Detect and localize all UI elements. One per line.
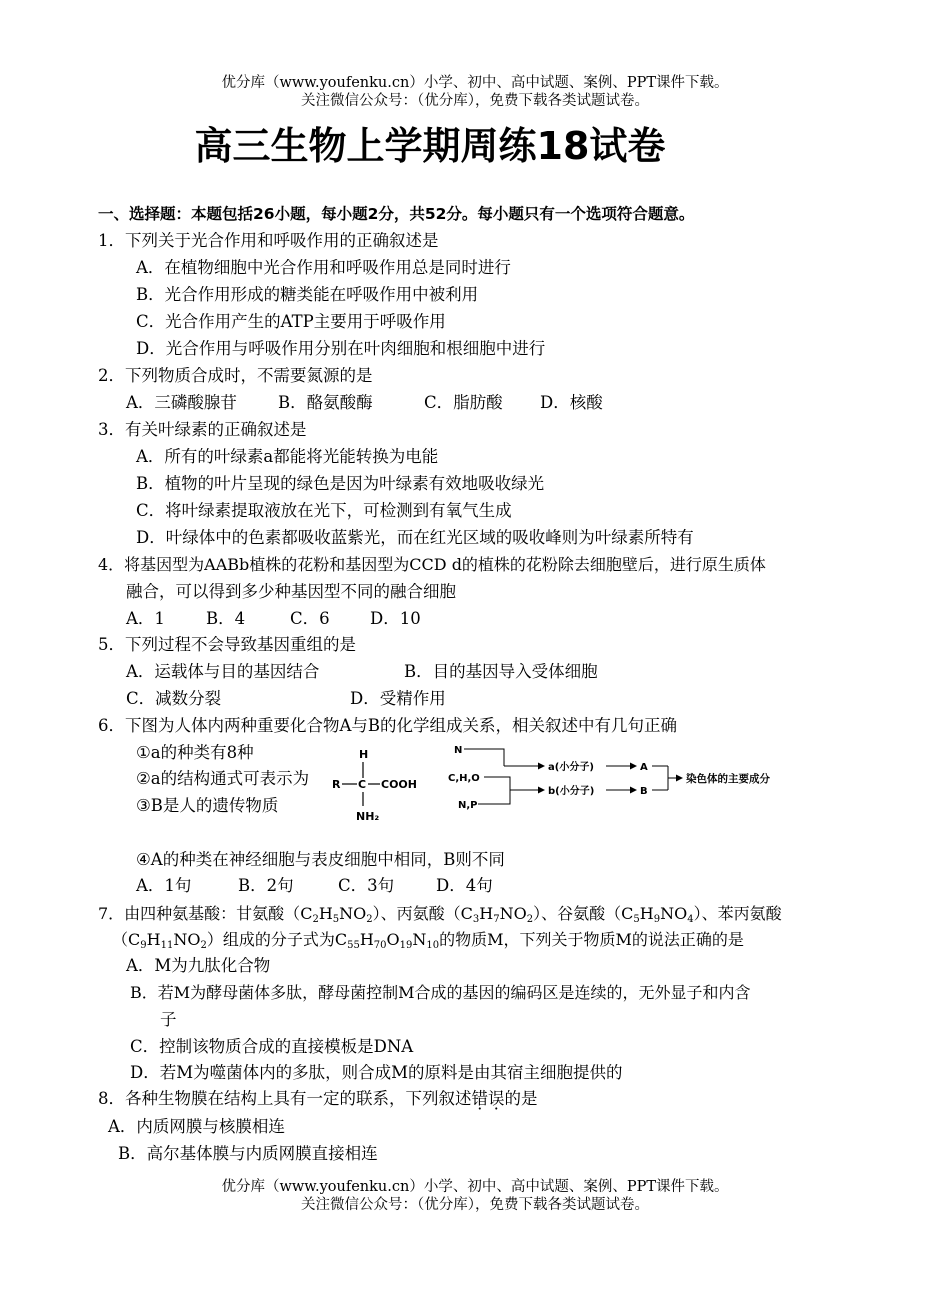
diagram-n: N [454, 745, 463, 756]
q8-stem: 8．各种生物膜在结构上具有一定的联系，下列叙述错误的是 [98, 1089, 538, 1108]
emphasis-char-1: 错 [471, 1089, 488, 1108]
formula-cooh: COOH [381, 778, 417, 791]
formula-alanine: $C_3H_7NO_2$ [460, 904, 534, 925]
q6-option-c: C．3句 [338, 876, 395, 895]
q2-option-b: B．酪氨酸酶 [278, 393, 373, 412]
q7-stem-line-2: $(C_9H_{11}NO_2)$组成的分子式为$C_{55}H_{70}O_{19}N_{10}$的物质M，下列关于物质M的说法正确的是 [112, 930, 744, 951]
q5-option-a: A．运载体与目的基因结合 [126, 662, 320, 681]
q3-option-a: A．所有的叶绿素a都能将光能转换为电能 [136, 447, 439, 466]
q5-option-c: C．减数分裂 [126, 689, 222, 708]
diagram-A: A [640, 762, 648, 773]
diagram-np: N,P [458, 800, 478, 811]
header-line-2: 关注微信公众号：（优分库），免费下载各类试题试卷。 [301, 93, 649, 109]
page-title: 高三生物上学期周练18试卷 [194, 124, 666, 168]
formula-substance-m: $C_{55}H_{70}O_{19}N_{10}$ [334, 930, 440, 951]
q6-option-d: D．4句 [436, 876, 493, 895]
q8-option-a: A．内质网膜与核膜相连 [108, 1117, 285, 1136]
formula-r: R [332, 778, 341, 791]
q6-statement-4: ④A的种类在神经细胞与表皮细胞中相同，B则不同 [136, 850, 505, 869]
q3-stem: 3．有关叶绿素的正确叙述是 [98, 420, 307, 439]
q5-stem: 5．下列过程不会导致基因重组的是 [98, 635, 356, 654]
q5-option-d: D．受精作用 [350, 689, 446, 708]
q1-option-d: D．光合作用与呼吸作用分别在叶肉细胞和根细胞中进行 [136, 339, 546, 358]
formula-c: C [358, 778, 367, 791]
q6-option-a: A．1句 [136, 876, 192, 895]
footer-line-2: 关注微信公众号：（优分库），免费下载各类试题试卷。 [301, 1197, 649, 1213]
q6-statement-3: ③B是人的遗传物质 [136, 796, 279, 815]
emphasis-char-2: 误 [488, 1089, 505, 1108]
formula-phenylalanine: $C_9H_{11}NO_2$ [128, 930, 207, 951]
footer-line-1: 优分库（www.youfenku.cn）小学、初中、高中试题、案例、PPT课件下载。 [221, 1179, 729, 1195]
q2-option-c: C．脂肪酸 [424, 393, 503, 412]
q2-option-d: D．核酸 [540, 393, 603, 412]
q1-option-b: B．光合作用形成的糖类能在呼吸作用中被利用 [136, 285, 479, 304]
q6-statement-2: ②a的结构通式可表示为 [136, 769, 310, 788]
diagram-B: B [640, 786, 648, 797]
q6-option-b: B．2句 [238, 876, 294, 895]
section-heading: 一、选择题：本题包括26小题，每小题2分，共52分。每小题只有一个选项符合题意。 [98, 205, 695, 223]
q3-option-b: B．植物的叶片呈现的绿色是因为叶绿素有效地吸收绿光 [136, 474, 545, 493]
amino-acid-formula [326, 744, 426, 826]
compound-relation-diagram [446, 742, 800, 814]
q7-option-c: C．控制该物质合成的直接模板是DNA [130, 1037, 414, 1056]
q4-option-d: D．10 [370, 609, 421, 628]
q7-option-b-line-1: B．若M为酵母菌体多肽，酵母菌控制M合成的基因的编码区是连续的，无外显子和内含 [130, 983, 751, 1002]
diagram-result: 染色体的主要成分 [686, 773, 770, 785]
q1-option-c: C．光合作用产生的ATP主要用于呼吸作用 [136, 312, 446, 331]
q8-option-b: B．高尔基体膜与内质网膜直接相连 [118, 1144, 378, 1163]
formula-h: H [359, 748, 369, 761]
q7-stem-line-1: 7．由四种氨基酸：甘氨酸$(C_2H_5NO_2)$、丙氨酸$(C_3H_7NO_2)$、谷氨酸$(C_5H_9NO_4)$、苯丙氨酸 [98, 904, 782, 925]
q6-statement-1: ①a的种类有8种 [136, 743, 254, 762]
q6-stem: 6．下图为人体内两种重要化合物A与B的化学组成关系，相关叙述中有几句正确 [98, 716, 678, 735]
q4-option-a: A．1 [126, 609, 165, 628]
q3-option-c: C．将叶绿素提取液放在光下，可检测到有氧气生成 [136, 501, 512, 520]
q4-option-b: B．4 [206, 609, 246, 628]
q4-stem-line-1: 4．将基因型为AABb植株的花粉和基因型为CCD d的植株的花粉除去细胞壁后，进行原生质体 [98, 555, 766, 574]
q7-option-a: A．M为九肽化合物 [126, 956, 271, 975]
q7-option-d: D．若M为噬菌体内的多肽，则合成M的原料是由其宿主细胞提供的 [130, 1063, 623, 1082]
q5-option-b: B．目的基因导入受体细胞 [404, 662, 598, 681]
q1-stem: 1．下列关于光合作用和呼吸作用的正确叙述是 [98, 231, 439, 250]
q1-option-a: A．在植物细胞中光合作用和呼吸作用总是同时进行 [136, 258, 511, 277]
diagram-b-small: b(小分子) [548, 786, 595, 797]
q2-option-a: A．三磷酸腺苷 [126, 393, 237, 412]
q7-option-b-line-2: 子 [160, 1010, 177, 1029]
q4-stem-line-2: 融合，可以得到多少种基因型不同的融合细胞 [126, 582, 456, 601]
q3-option-d: D．叶绿体中的色素都吸收蓝紫光，而在红光区域的吸收峰则为叶绿素所特有 [136, 528, 694, 547]
diagram-cho: C,H,O [448, 773, 480, 784]
formula-glutamate: $C_5H_9NO_4$ [621, 904, 694, 925]
q2-stem: 2．下列物质合成时，不需要氮源的是 [98, 366, 373, 385]
q4-option-c: C．6 [290, 609, 330, 628]
formula-nh2: NH₂ [356, 810, 380, 823]
header-line-1: 优分库（www.youfenku.cn）小学、初中、高中试题、案例、PPT课件下载。 [221, 75, 729, 91]
formula-glycine: $C_2H_5NO_2$ [300, 904, 373, 925]
diagram-a-small: a(小分子) [548, 762, 594, 773]
